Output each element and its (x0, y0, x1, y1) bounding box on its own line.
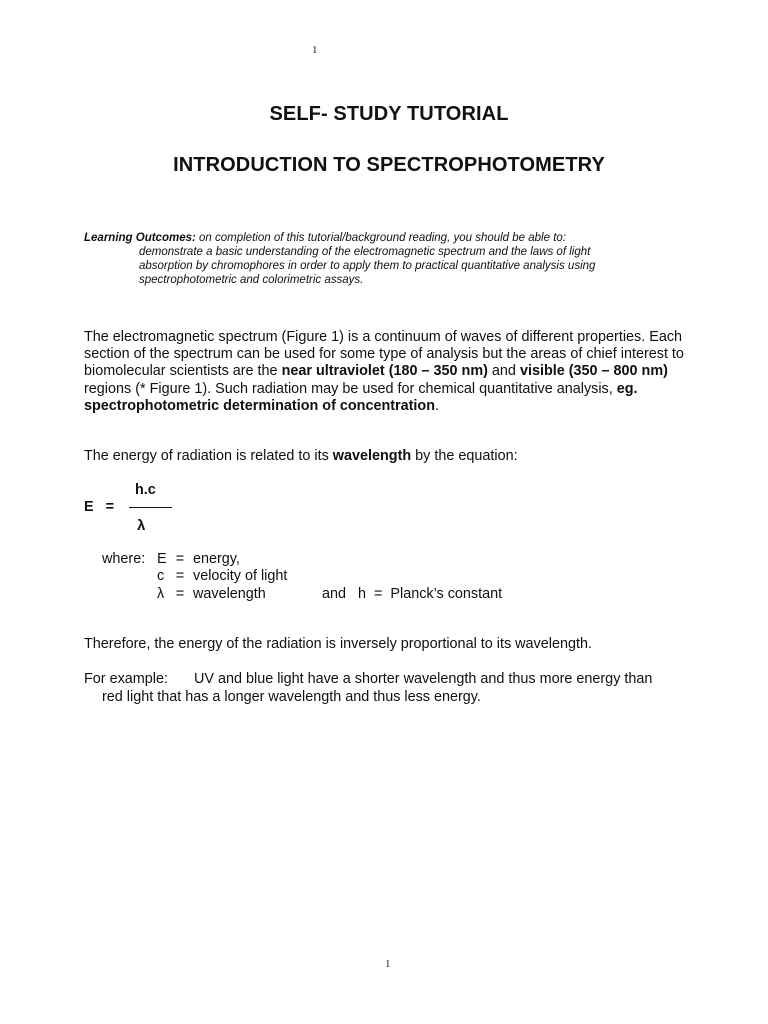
paragraph-spectrum-text4: . (435, 397, 440, 414)
definition-planck: and h = Planck’s constant (322, 586, 503, 602)
definition-meaning: velocity of light (193, 568, 288, 584)
learning-outcomes-line1 (84, 231, 684, 245)
learning-outcomes-line2: demonstrate a basic understanding of the electromagnetic spectrum and the laws of light (139, 246, 591, 258)
equation-lhs (84, 499, 114, 515)
definition-velocity (157, 568, 287, 584)
where-label: where: (102, 551, 146, 567)
spectrophotometric-determination: eg. spectrophotometric determination of concentration (84, 380, 638, 414)
page-number-bottom: 1 (385, 958, 391, 970)
visible-range: visible (350 – 800 nm) (519, 363, 668, 380)
document-title: SELF- STUDY TUTORIAL (269, 103, 509, 125)
definition-meaning: wavelength (193, 586, 266, 602)
equation-denominator: λ (137, 517, 146, 534)
page-number-top: 1 (312, 44, 318, 56)
example-line2: red light that has a longer wavelength and thus less energy. (102, 689, 481, 705)
paragraph-energy-text1: The energy of radiation is related to its (84, 448, 333, 464)
definition-symbol: λ (157, 586, 165, 602)
learning-outcomes (84, 231, 684, 287)
definition-equals: = (175, 586, 185, 602)
learning-outcomes-lead: Learning Outcomes: (84, 232, 196, 244)
paragraph-spectrum-text1: The electromagnetic spectrum (Figure 1) is a continuum of waves of different properties. Each section of the spectrum can be used for some type of analysis but the areas of chief interest to biomolecular scientists are the (84, 329, 684, 380)
example-line1: UV and blue light have a shorter wavelength and thus more energy than (194, 671, 653, 687)
learning-outcomes-intro: on completion of this tutorial/background reading, you should be able to: (195, 232, 566, 244)
definition-meaning: energy, (193, 551, 240, 567)
wavelength-term: wavelength (332, 448, 412, 464)
definition-symbol: c (157, 568, 165, 584)
paragraph-energy (84, 448, 704, 465)
equation-numerator: h.c (135, 482, 156, 498)
equation-symbol-e: E (84, 499, 94, 515)
document-subtitle: INTRODUCTION TO SPECTROPHOTOMETRY (173, 154, 605, 176)
paragraph-spectrum-text3: regions (* Figure 1). Such radiation may be used for chemical quantitative analysis, (84, 380, 617, 397)
definition-wavelength (157, 586, 266, 602)
equation-equals: = (105, 499, 115, 515)
definition-symbol: E (157, 551, 167, 567)
paragraph-spectrum-text2: and (487, 363, 520, 380)
example-label: For example: (84, 671, 168, 687)
fraction-bar (129, 507, 172, 508)
paragraph-energy-text2: by the equation: (411, 448, 518, 464)
definition-equals: = (175, 568, 185, 584)
learning-outcomes-line3: absorption by chromophores in order to apply them to practical quantitative analysis using (139, 260, 596, 272)
definition-energy (157, 551, 240, 567)
learning-outcomes-line4: spectrophotometric and colorimetric assays. (139, 274, 364, 286)
paragraph-inverse: Therefore, the energy of the radiation is inversely proportional to its wavelength. (84, 636, 592, 652)
near-uv-range: near ultraviolet (180 – 350 nm) (281, 363, 488, 380)
definition-equals: = (175, 551, 185, 567)
paragraph-spectrum (84, 329, 704, 415)
